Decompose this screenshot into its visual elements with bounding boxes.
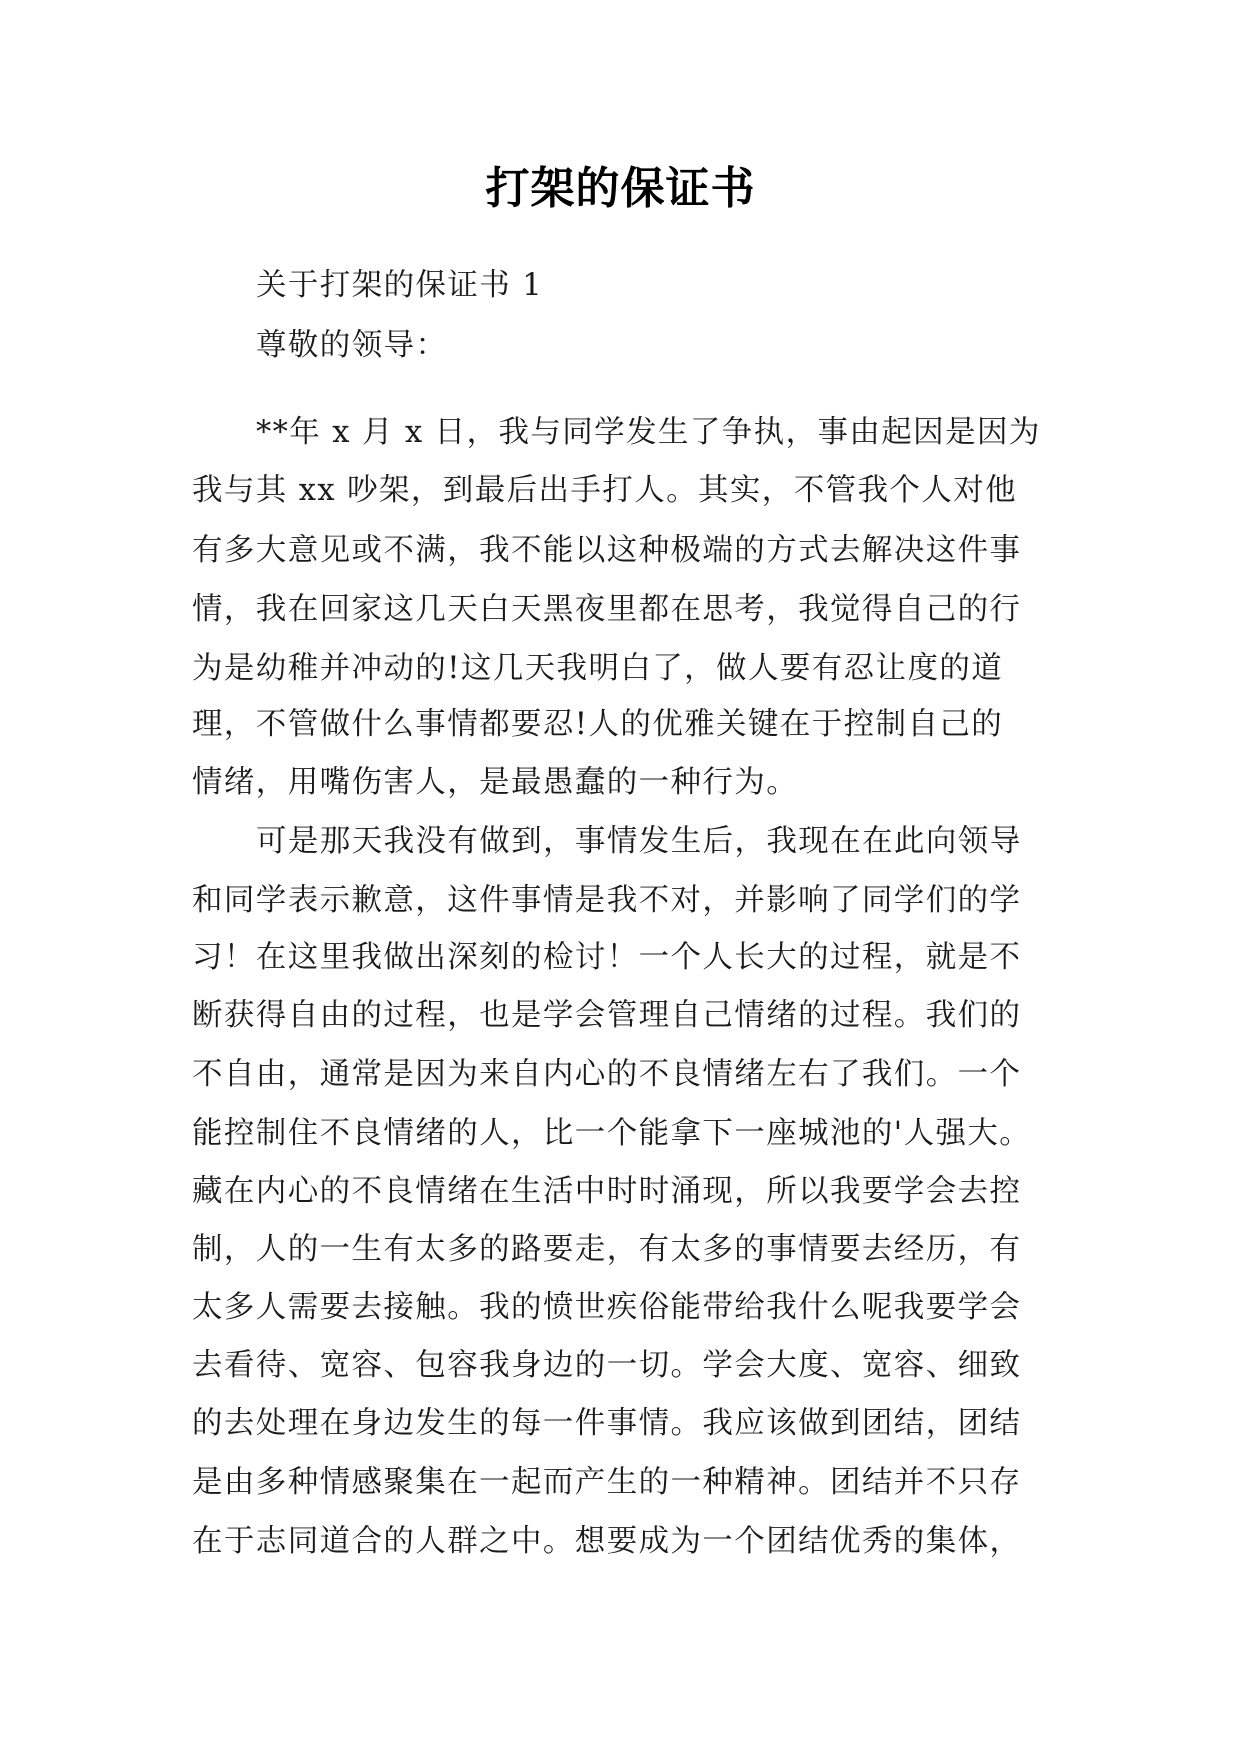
paragraph-line: 太多人需要去接触。我的愤世疾俗能带给我什么呢我要学会 (192, 1290, 1022, 1325)
paragraph-line: 情绪，用嘴伤害人，是最愚蠢的一种行为。 (192, 765, 799, 800)
paragraph-line: **年 x 月 x 日，我与同学发生了争执，事由起因是因为 (256, 415, 1041, 450)
paragraph-line: 有多大意见或不满，我不能以这种极端的方式去解决这件事 (192, 533, 1022, 568)
paragraph-line: 不自由，通常是因为来自内心的不良情绪左右了我们。一个 (192, 1057, 1022, 1092)
paragraph-line: 断获得自由的过程，也是学会管理自己情绪的过程。我们的 (192, 998, 1022, 1033)
paragraph-line: 习！在这里我做出深刻的检讨！一个人长大的过程，就是不 (192, 940, 1022, 975)
paragraph-line: 在于志同道合的人群之中。想要成为一个团结优秀的集体， (192, 1524, 1022, 1559)
greeting: 尊敬的领导： (256, 328, 448, 363)
paragraph-line: 为是幼稚并冲动的!这几天我明白了，做人要有忍让度的道 (192, 651, 1004, 686)
paragraph-line: 可是那天我没有做到，事情发生后，我现在在此向领导 (256, 824, 1022, 859)
paragraph-line: 我与其 xx 吵架，到最后出手打人。其实，不管我个人对他 (192, 473, 1017, 508)
paragraph-line: 情，我在回家这几天白天黑夜里都在思考，我觉得自己的行 (192, 592, 1022, 627)
document-title: 打架的保证书 (485, 163, 756, 214)
section-heading: 关于打架的保证书 1 (256, 268, 544, 303)
paragraph-line: 的去处理在身边发生的每一件事情。我应该做到团结，团结 (192, 1406, 1022, 1441)
paragraph-line: 去看待、宽容、包容我身边的一切。学会大度、宽容、细致 (192, 1348, 1022, 1383)
paragraph-line: 制，人的一生有太多的路要走，有太多的事情要去经历，有 (192, 1232, 1022, 1267)
paragraph-line: 能控制住不良情绪的人，比一个能拿下一座城池的'人强大。 (192, 1116, 1032, 1151)
paragraph-line: 藏在内心的不良情绪在生活中时时涌现，所以我要学会去控 (192, 1174, 1022, 1209)
paragraph-line: 理，不管做什么事情都要忍!人的优雅关键在于控制自己的 (192, 707, 1004, 742)
paragraph-line: 和同学表示歉意，这件事情是我不对，并影响了同学们的学 (192, 883, 1022, 918)
paragraph-line: 是由多种情感聚集在一起而产生的一种精神。团结并不只存 (192, 1465, 1022, 1500)
